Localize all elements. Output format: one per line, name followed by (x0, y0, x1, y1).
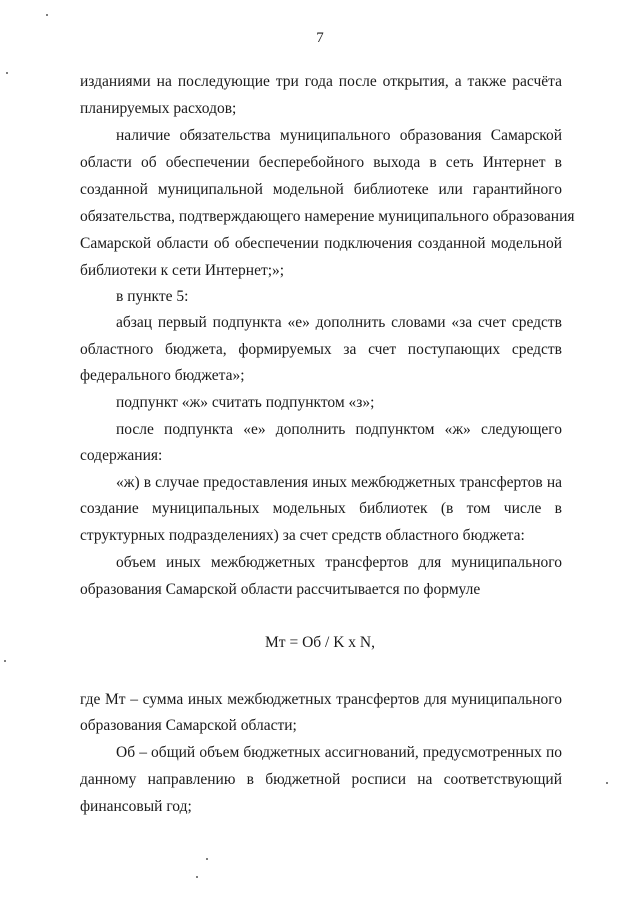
paragraph-first-line: Об – общий объем бюджетных ассигнований, предусмотренных по (116, 744, 562, 761)
text-line: планируемых расходов; (80, 100, 237, 117)
scan-speck (196, 876, 198, 878)
paragraph-first-line: после подпункта «е» дополнить подпунктом «ж» следующего (116, 421, 562, 438)
paragraph-first-line: подпункт «ж» считать подпунктом «з»; (116, 394, 375, 411)
scan-speck (606, 782, 608, 784)
text-line: федерального бюджета»; (80, 367, 245, 384)
page-number: 7 (316, 30, 324, 46)
text-line: структурных подразделениях) за счет средств областного бюджета: (80, 527, 525, 544)
scan-speck (46, 14, 48, 16)
paragraph-first-line: в пункте 5: (116, 288, 189, 305)
paragraph-first-line: «ж) в случае предоставления иных межбюджетных трансфертов на (116, 474, 562, 491)
paragraph-first-line: наличие обязательства муниципального образования Самарской (116, 127, 562, 144)
paragraph-first-line: абзац первый подпункта «е» дополнить словами «за счет средств (116, 314, 562, 331)
text-line: обязательства, подтверждающего намерение муниципального образования (80, 208, 575, 225)
scan-speck (206, 858, 208, 860)
text-line: образования Самарской области; (80, 717, 297, 734)
text-line: где Мт – сумма иных межбюджетных трансфертов для муниципального (80, 691, 562, 708)
text-line: финансовый год; (80, 798, 192, 815)
text-line: изданиями на последующие три года после открытия, а также расчёта (80, 73, 562, 90)
text-line: области об обеспечении бесперебойного выхода в сеть Интернет в (80, 154, 562, 171)
text-line: созданной муниципальной модельной библиотеке или гарантийного (80, 181, 562, 198)
paragraph-first-line: объем иных межбюджетных трансфертов для муниципального (116, 554, 562, 571)
formula: Мт = Об / K x N, (265, 634, 375, 651)
text-line: образования Самарской области рассчитывается по формуле (80, 581, 481, 598)
text-line: содержания: (80, 447, 163, 464)
text-line: библиотеки к сети Интернет;»; (80, 262, 285, 279)
text-line: данному направлению в бюджетной росписи на соответствующий (80, 771, 562, 788)
scan-speck (6, 72, 8, 74)
text-line: Самарской области об обеспечении подключения созданной модельной (80, 235, 562, 252)
text-line: областного бюджета, формируемых за счет поступающих средств (80, 341, 562, 358)
text-line: создание муниципальных модельных библиотек (в том числе в (80, 500, 562, 517)
scan-speck (4, 660, 6, 662)
